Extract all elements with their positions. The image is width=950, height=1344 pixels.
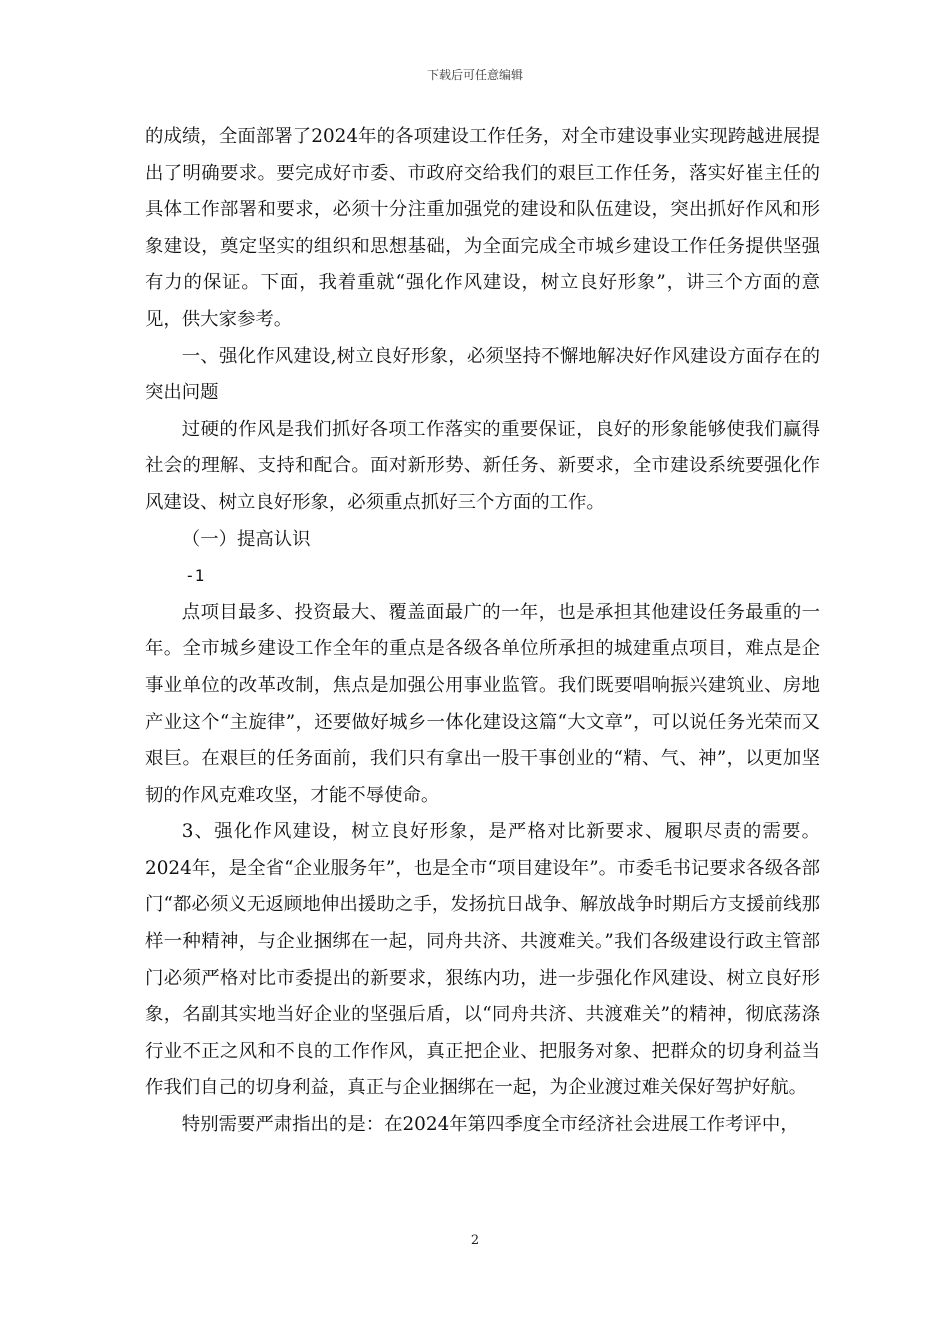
paragraph: 特别需要严肃指出的是：在2024年第四季度全市经济社会进展工作考评中， <box>181 1114 799 1136</box>
page-header-note: 下载后可任意编辑 <box>426 68 523 82</box>
subsection-heading: （一）提高认识 <box>181 528 311 550</box>
section-heading-1: 一、强化作风建设,树立良好形象，必须坚持不懈地解决好作风建设方面存在的突出问题 <box>145 345 820 404</box>
paragraph: 过硬的作风是我们抓好各项工作落实的重要保证，良好的形象能够使我们赢得社会的理解、支持和配合。面对新形势、新任务、新要求，全市建设系统要强化作风建设、树立良好形象，必须重点抓好三个方面的工作。 <box>145 418 820 513</box>
paragraph-continuation: 的成绩，全面部署了2024年的各项建设工作任务，对全市建设事业实现跨越进展提出了明确要求。要完成好市委、市政府交给我们的艰巨工作任务，落实好崔主任的具体工作部署和要求，必须十分注重加强党的建设和队伍建设，突出抓好作风和形象建设，奠定坚实的组织和思想基础，为全面完成全市城乡建设工作任务提供坚强有力的保证。下面，我着重就“强化作风建设，树立良好形象”，讲三个方面的意见，供大家参考。 <box>145 126 820 330</box>
document-body <box>145 119 820 1144</box>
paragraph: 3、强化作风建设，树立良好形象，是严格对比新要求、履职尽责的需要。2024年，是全省“企业服务年”，也是全市“项目建设年”。市委毛书记要求各级各部门“都必须义无返顾地伸出援助之手，发扬抗日战争、解放战争时期后方支援前线那样一种精神，与企业捆绑在一起，同舟共济、共渡难关。”我们各级建设行政主管部门必须严格对比市委提出的新要求，狠练内功，进一步强化作风建设、树立良好形象，名副其实地当好企业的坚强后盾，以“同舟共济、共渡难关”的精神，彻底荡涤行业不正之风和不良的工作作风，真正把企业、把服务对象、把群众的切身利益当作我们自己的切身利益，真正与企业捆绑在一起，为企业渡过难关保好驾护好航。 <box>145 821 820 1099</box>
page-number: 2 <box>470 1233 480 1248</box>
paragraph: 点项目最多、投资最大、覆盖面最广的一年，也是承担其他建设任务最重的一年。全市城乡建设工作全年的重点是各级各单位所承担的城建重点项目，难点是企事业单位的改革改制，焦点是加强公用事业监管。我们既要唱响振兴建筑业、房地产业这个“主旋律”，还要做好城乡一体化建设这篇“大文章”，可以说任务光荣而又艰巨。在艰巨的任务面前，我们只有拿出一股干事创业的“精、气、神”，以更加坚韧的作风克难攻坚，才能不辱使命。 <box>145 601 820 806</box>
page-reference-marker: -1 <box>185 566 205 586</box>
